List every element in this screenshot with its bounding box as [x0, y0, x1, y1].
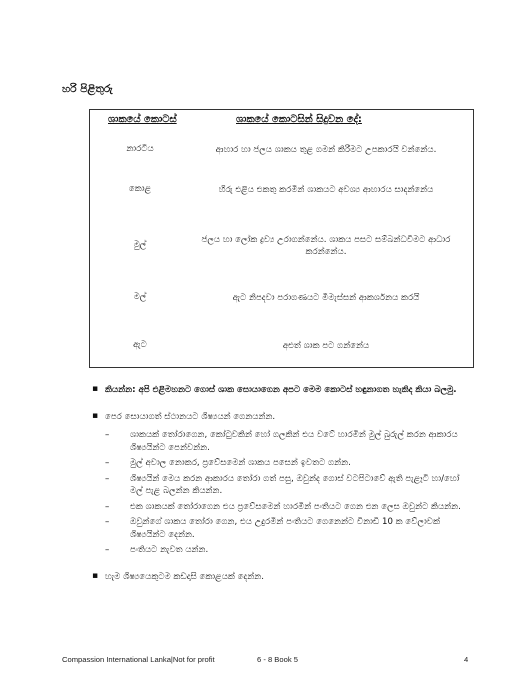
sub-instruction-list	[105, 429, 472, 557]
footer-book-label: 6 - 8 Book 5	[257, 655, 298, 664]
row-part-label: කොළ	[128, 184, 152, 194]
footer-organization: Compassion International Lanka|Not for profit	[62, 655, 215, 664]
row-part-label: මල්	[133, 292, 147, 302]
sub-instruction: – ශිෂ්‍යයින් මෙය කරන ආකාරය තෝරා ගත් පසු, ඔවුන්ද ගොස් වටපිටාවේ ඇති පැළෑටි හා/හෝ මල් පැළ බලන්න කියන්න.	[105, 473, 472, 498]
row-part-label: නාරටිය	[126, 144, 154, 154]
sub-instruction: – එක ශාකයක් තෝරාගෙන එය ප්‍රවේසමෙන් හාරමින් පංතියට ගෙන එන ලෙස ඔවුන්ට කියන්න.	[105, 501, 472, 514]
plant-parts-table	[89, 109, 474, 368]
instruction-bullet	[92, 411, 472, 557]
row-description: හිරු එළිය එකතු කරමින් ශාකයට අවශ්‍ය ආහාරය සාදන්නේය	[218, 185, 434, 195]
column-header-function: ශාකයේ කොටසින් සිදුවන දේ:	[236, 114, 362, 125]
row-description: අළුත් ශාක පට ගන්නේය	[282, 341, 370, 351]
instruction-bullet: ▪ හැම ශිෂ්‍යයෙකුටම කඩදාසි කොළයක් දෙන්න.	[92, 571, 472, 584]
sub-instruction: – පංතියට නැවත යන්න.	[105, 544, 472, 557]
sub-instruction: – මුල් අවාල නොකර, ප්‍රවේසමෙන් ශාකය පසෙන් ඉවතට ගන්න.	[105, 457, 472, 470]
row-description: ඇට නිපදවා පරාගණයට මීමැස්සන් ආකර්ශනය කරයි	[232, 293, 420, 303]
footer-page-number: 4	[464, 655, 469, 664]
row-part-label: මුල්	[133, 240, 147, 250]
instruction-list	[92, 384, 472, 597]
answers-heading: හරි පිළිතුරු	[62, 83, 113, 95]
instruction-bullet: ▪ කියන්න: අපි එළිමහනට ගොස් ශාක සොයාගෙන අපට මෙම කොටස් හඳුනාගත හැකිද කියා බලමු.	[92, 384, 472, 397]
row-description: ජලය හා ලෝක ද්‍රව්‍ය උරාගන්නේය. ශාකය පසට සම්බන්ධවීමට ආධාර කරන්නේය.	[201, 235, 451, 257]
row-description: ආහාර හා ජලය ශාකය තුළ ගමන් කිරීමට උපකාරයි වන්නේය.	[215, 145, 437, 155]
row-part-label: ඇට	[133, 340, 147, 350]
sub-instruction: – ඔවුන්ගේ ශාකය තෝරා ගෙන, එය උදුරමින් පංතියට ගෙනෙන්ට විනාඩි 10 ක වේලාවක් ශිෂ්‍යයින්ට දෙන්න.	[105, 516, 472, 541]
sub-instruction: – ශාකයක් තෝරාගෙන, කෝටුවකින් හෝ ගලකින් එය වටේ හාරමින් මුල් බුරුල් කරන ආකාරය ශිෂ්‍යයින්ට පෙන්වන්න.	[105, 429, 472, 454]
instruction-text: පෙර සොයාගත් ස්ථානයට ශිෂ්‍යයන් ගෙනයන්න.	[105, 411, 276, 422]
column-header-plant-part: ශාකයේ කොටස්	[108, 114, 177, 125]
